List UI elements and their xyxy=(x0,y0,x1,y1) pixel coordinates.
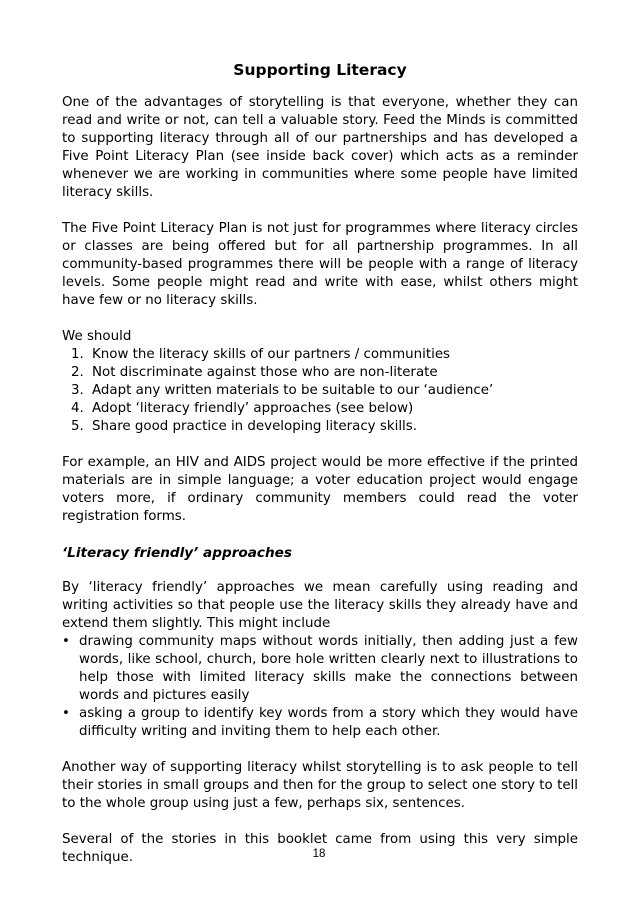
list-item: 5. Share good practice in developing literacy skills. xyxy=(88,418,578,436)
steps-list xyxy=(62,346,578,436)
paragraph-five-point-plan: The Five Point Literacy Plan is not just for programmes where literacy circles or classes are being offered but for all partnership programmes. In all community-based programmes there will be people with a range of literacy levels. Some people might read and write with ease, whilst others might have few or no literacy skills. xyxy=(62,221,578,308)
bullet-icon: • xyxy=(62,706,70,721)
bullet-text: asking a group to identify key words from a story which they would have difficulty writing and inviting them to help each other. xyxy=(79,706,578,739)
page-title: Supporting Literacy xyxy=(233,61,407,79)
section-heading: ‘Literacy friendly’ approaches xyxy=(62,545,292,561)
paragraph-example: For example, an HIV and AIDS project would be more effective if the printed materials are in simple language; a voter education project would engage voters more, if ordinary community members could read the voter registration forms. xyxy=(62,455,578,524)
paragraph-advantages: One of the advantages of storytelling is that everyone, whether they can read and write or not, can tell a valuable story. Feed the Minds is committed to supporting literacy through all of our partnerships and has developed a Five Point Literacy Plan (see inside back cover) which acts as a reminder whenever we are working in communities where some people have limited literacy skills. xyxy=(62,95,578,200)
paragraph-small-groups: Another way of supporting literacy whilst storytelling is to ask people to tell their stories in small groups and then for the group to select one story to tell to the whole group using just a few, perhaps six, sentences. xyxy=(62,760,578,811)
list-item: 3. Adapt any written materials to be suitable to our ‘audience’ xyxy=(88,382,578,400)
list-item: 2. Not discriminate against those who are non-literate xyxy=(88,364,578,382)
list-item: 4. Adopt ‘literacy friendly’ approaches (see below) xyxy=(88,400,578,418)
paragraph-technique: Several of the stories in this booklet came from using this very simple technique. xyxy=(62,832,578,865)
page-number: 18 xyxy=(312,848,326,860)
list-item xyxy=(62,705,578,741)
list-item xyxy=(62,633,578,705)
page-content xyxy=(62,60,578,885)
paragraph-approaches: By ‘literacy friendly’ approaches we mean carefully using reading and writing activities so that people use the literacy skills they already have and extend them slightly. This might include xyxy=(62,580,578,631)
list-item: 1. Know the literacy skills of our partners / communities xyxy=(88,346,578,364)
approaches-list xyxy=(62,633,578,741)
bullet-text: drawing community maps without words initially, then adding just a few words, like school, church, bore hole written clearly next to illustrations to help those with limited literacy skills make the connections between words and pictures easily xyxy=(79,634,578,703)
bullet-icon: • xyxy=(62,634,70,649)
list-intro: We should xyxy=(62,329,132,344)
